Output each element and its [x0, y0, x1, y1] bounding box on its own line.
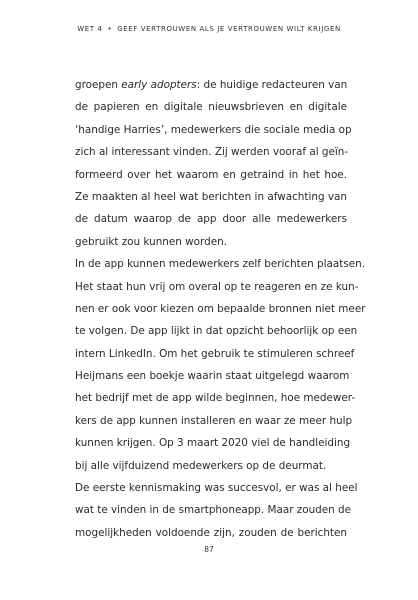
- text-line: mogelijkheden voldoende zijn, zouden de berichten: [75, 526, 347, 539]
- text-line: intern LinkedIn. Om het gebruik te stimuleren schreef: [75, 347, 355, 360]
- text-line: De eerste kennismaking was succesvol, er was al heel: [75, 482, 358, 495]
- text-line: Het staat hun vrij om overal op te reageren en ze kun-: [75, 280, 359, 293]
- text-line: Heijmans een boekje waarin staat uitgelegd waarom: [75, 370, 350, 383]
- text-line: de papieren en digitale nieuwsbrieven en digitale: [75, 101, 347, 114]
- text-line: te volgen. De app lijkt in dat opzicht behoorlijk op een: [75, 325, 358, 338]
- text-line: kunnen krijgen. Op 3 maart 2020 viel de handleiding: [75, 437, 351, 450]
- text-line: ‘handige Harries’, medewerkers die sociale media op: [75, 123, 352, 136]
- paragraph-1: [75, 74, 352, 253]
- running-header: [0, 25, 418, 33]
- emphasis-early-adopters: early adopters: [121, 79, 197, 91]
- chapter-title: GEEF VERTROUWEN ALS JE VERTROUWEN WILT KRIJGEN: [117, 25, 341, 33]
- text-line: kers de app kunnen installeren en waar ze meer hulp: [75, 414, 353, 427]
- text-line: groepen early adopters: de huidige redacteuren van: [75, 79, 348, 91]
- header-separator: •: [107, 25, 113, 33]
- text-line: formeerd over het waarom en getraind in het hoe.: [75, 168, 347, 181]
- text-line: Ze maakten al heel wat berichten in afwachting van: [75, 190, 347, 203]
- text-line: wat te vinden in de smartphoneapp. Maar zouden de: [75, 504, 352, 517]
- text-line: gebruikt zou kunnen worden.: [75, 235, 227, 248]
- text-line: In de app kunnen medewerkers zelf berichten plaatsen.: [75, 258, 366, 271]
- page-number: 87: [204, 545, 214, 554]
- paragraph-3: [75, 477, 358, 544]
- text-line: bij alle vijfduizend medewerkers op de deurmat.: [75, 459, 327, 472]
- paragraph-2: [75, 253, 366, 477]
- text-line: nen er ook voor kiezen om bepaalde bronnen niet meer: [75, 302, 366, 315]
- chapter-label: WET 4: [77, 25, 103, 33]
- body-text: [75, 74, 366, 544]
- text-line: het bedrijf met de app wilde beginnen, hoe medewer-: [75, 392, 356, 405]
- text-line: zich al interessant vinden. Zij werden vooraf al geïn-: [75, 146, 349, 159]
- text-line: de datum waarop de app door alle medewerkers: [75, 213, 347, 226]
